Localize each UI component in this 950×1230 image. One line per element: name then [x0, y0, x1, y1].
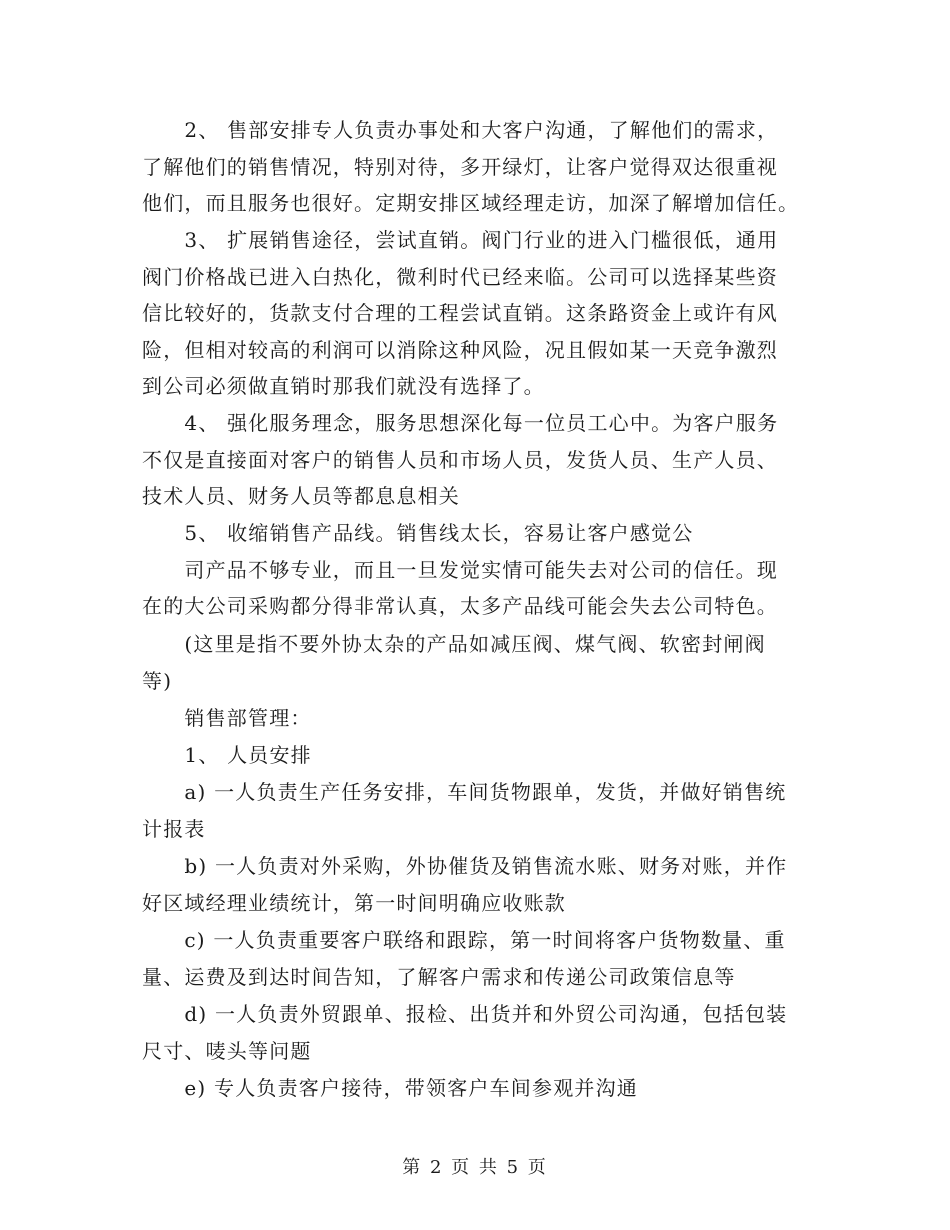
- text-line: 计报表: [142, 816, 206, 841]
- text-line: 他们，而且服务也很好。定期安排区域经理走访，加深了解增加信任。: [142, 191, 800, 215]
- section-heading: [142, 700, 810, 737]
- text-line: 信比较好的，货款支付合理的工程尝试直销。这条路资金上或许有风: [142, 301, 778, 325]
- text-line: 技术人员、财务人员等都息息相关: [142, 484, 460, 508]
- paragraph-service-concept: [142, 405, 810, 515]
- paragraph-product-line: [142, 515, 810, 625]
- text-line: a) 一人负责生产任务安排，车间货物跟单，发货，并做好销售统: [142, 780, 787, 804]
- text-line: 司产品不够专业，而且一旦发觉实情可能失去对公司的信任。现: [142, 557, 778, 582]
- list-item-e: [142, 1070, 810, 1107]
- paragraph-direct-sales: [142, 222, 810, 405]
- text-line: 不仅是直接面对客户的销售人员和市场人员，发货人员、生产人员、: [142, 447, 778, 472]
- text-line: e) 专人负责客户接待，带领客户车间参观并沟通: [142, 1076, 638, 1100]
- list-item-a: [142, 774, 810, 847]
- text-line: 3、 扩展销售途径，尝试直销。阀门行业的进入门槛很低，通用: [142, 228, 779, 252]
- text-line: (这里是指不要外协太杂的产品如减压阀、煤气阀、软密封闸阀: [142, 632, 766, 656]
- text-line: 阀门价格战已进入白热化，微利时代已经来临。公司可以选择某些资: [142, 264, 778, 289]
- subsection-heading: [142, 737, 810, 774]
- text-line: 4、 强化服务理念，服务思想深化每一位员工心中。为客户服务: [142, 411, 779, 435]
- text-line: 在的大公司采购都分得非常认真，太多产品线可能会失去公司特色。: [142, 594, 778, 618]
- text-line: 量、运费及到达时间告知，了解客户需求和传递公司政策信息等: [142, 964, 736, 989]
- text-line: c) 一人负责重要客户联络和跟踪，第一时间将客户货物数量、重: [142, 928, 786, 952]
- list-item-d: [142, 996, 810, 1069]
- text-line: 险，但相对较高的利润可以消除这种风险，况且假如某一天竞争激烈: [142, 337, 778, 362]
- text-line: 1、 人员安排: [142, 743, 312, 767]
- text-line: 5、 收缩销售产品线。销售线太长，容易让客户感觉公: [142, 521, 694, 545]
- list-item-c: [142, 922, 810, 995]
- text-line: 了解他们的销售情况，特别对待，多开绿灯，让客户觉得双达很重视: [142, 154, 778, 179]
- text-line: 2、 售部安排专人负责办事处和大客户沟通，了解他们的需求，: [142, 118, 779, 142]
- page-number: 第 2 页 共 5 页: [402, 1157, 548, 1178]
- list-item-b: [142, 848, 810, 921]
- text-line: b) 一人负责对外采购，外协催货及销售流水账、财务对账，并作: [142, 854, 788, 878]
- text-line: 销售部管理：: [142, 706, 312, 730]
- paragraph-sales-contact: [142, 112, 810, 222]
- text-line: d) 一人负责外贸跟单、报检、出货并和外贸公司沟通，包括包装: [142, 1002, 788, 1026]
- text-line: 好区域经理业绩统计，第一时间明确应收账款: [142, 890, 566, 915]
- text-line: 等): [142, 668, 173, 693]
- text-line: 尺寸、唛头等问题: [142, 1038, 312, 1063]
- paragraph-note: [142, 626, 810, 699]
- text-line: 到公司必须做直销时那我们就没有选择了。: [142, 374, 545, 398]
